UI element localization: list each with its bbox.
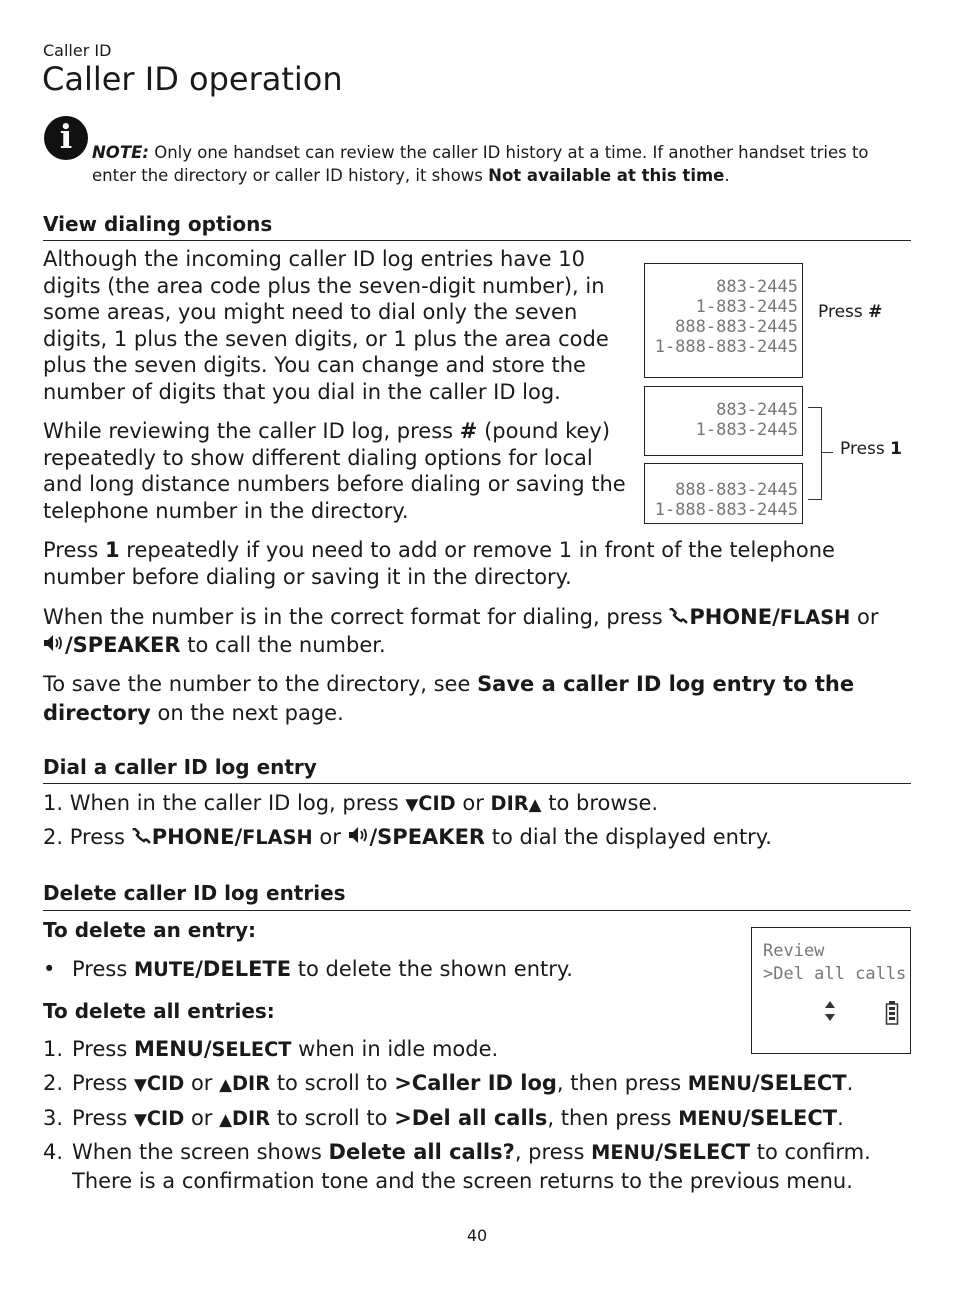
delete-all-steps xyxy=(43,1037,911,1207)
paragraph-one: Press 1 repeatedly if you need to add or remove 1 in front of the telephone number before dialing or saving it in the directory. xyxy=(43,538,835,589)
callout-leader xyxy=(821,452,833,453)
heading-delete: Delete caller ID log entries xyxy=(43,881,346,905)
section-tag: Caller ID xyxy=(43,41,112,60)
divider xyxy=(43,240,911,241)
list-item: 4. When the screen shows Delete all calls?, press MENU/SELECT to confirm. xyxy=(43,1140,871,1164)
subheading-delete-all: To delete all entries: xyxy=(43,999,275,1023)
delete-one-list xyxy=(43,957,733,985)
note-emphasis: Not available at this time xyxy=(488,166,725,185)
note-text: NOTE: Only one handset can review the caller ID history at a time. If another handset tries to enter the directory or caller ID history, it shows Not available at this time. xyxy=(92,143,869,185)
cid-key: ▼CID xyxy=(133,1072,185,1095)
one-key: 1 xyxy=(104,538,120,562)
callout-press-one: Press 1 xyxy=(840,439,902,459)
speaker-icon xyxy=(43,633,65,657)
note-body: Only one handset can review the caller ID history at a time. If another handset tries to enter the directory or caller ID history, it shows xyxy=(92,143,869,185)
down-triangle-icon: ▼ xyxy=(405,794,419,814)
dir-key: ▲DIR xyxy=(219,1107,271,1130)
lcd-screen-review xyxy=(751,927,911,1054)
page-number: 40 xyxy=(466,1226,488,1245)
down-triangle-icon: ▼ xyxy=(133,1074,147,1094)
callout-bracket xyxy=(808,407,822,500)
info-icon xyxy=(44,116,88,160)
note-label: NOTE: xyxy=(92,143,149,162)
phone-icon xyxy=(132,825,152,849)
cid-key: ▼CID xyxy=(405,792,456,815)
down-triangle-icon: ▼ xyxy=(133,1109,147,1129)
up-triangle-icon: ▲ xyxy=(528,794,542,814)
list-item: 1. Press MENU/SELECT when in idle mode. xyxy=(43,1037,499,1061)
list-item: 2. Press PHONE/FLASH or /SPEAKER to dial the displayed entry. xyxy=(43,825,772,849)
phone-key: PHONE/ xyxy=(689,605,780,629)
dial-steps xyxy=(43,791,911,851)
speaker-icon xyxy=(348,825,370,849)
up-triangle-icon: ▲ xyxy=(219,1074,233,1094)
info-icon-glyph: i xyxy=(59,117,73,156)
pound-key: # xyxy=(459,419,478,443)
subheading-delete-one: To delete an entry: xyxy=(43,918,257,942)
speaker-key: /SPEAKER xyxy=(65,632,181,657)
paragraph: Although the incoming caller ID log entries have 10 digits (the area code plus the seven-digit number), in some areas, you might need to dial only the seven digits, 1 plus the seven digits, or 1 plus the area code plus the seven digits. You can change and store the number of digits that you dial in the caller ID log. xyxy=(43,247,609,404)
save-entry-reference: Save a caller ID log entry to the directory xyxy=(43,672,855,725)
list-item: • Press MUTE/DELETE to delete the shown entry. xyxy=(43,957,573,981)
up-triangle-icon: ▲ xyxy=(219,1109,233,1129)
phone-icon xyxy=(669,605,689,629)
dir-key: ▲DIR xyxy=(219,1072,271,1095)
list-item: 1. When in the caller ID log, press ▼CID or DIR▲ to browse. xyxy=(43,791,659,815)
divider xyxy=(43,910,911,911)
paragraph-pound: While reviewing the caller ID log, press # (pound key) repeatedly to show different dialing options for local and long distance numbers before dialing or saving the telephone number in the directory. xyxy=(43,419,626,523)
lcd-line-review: Review xyxy=(763,941,825,961)
battery-icon xyxy=(885,1000,899,1026)
list-item: 3. Press ▼CID or ▲DIR to scroll to >Del all calls, then press MENU/SELECT. xyxy=(43,1106,844,1130)
heading-view-dialing: View dialing options xyxy=(43,212,273,236)
list-item: 2. Press ▼CID or ▲DIR to scroll to >Caller ID log, then press MENU/SELECT. xyxy=(43,1071,854,1095)
lcd-screen-local: 883-2445 1-883-2445 xyxy=(644,386,803,456)
scroll-arrows-icon xyxy=(822,1000,838,1022)
page-title: Caller ID operation xyxy=(42,60,343,98)
lcd-screen-long-distance: 888-883-2445 1-888-883-2445 xyxy=(644,463,803,524)
flash-key: FLASH xyxy=(779,606,851,629)
lcd-screen-all-formats: 883-2445 1-883-2445 888-883-2445 1-888-883-2445 xyxy=(644,263,803,378)
paragraph-save: To save the number to the directory, see Save a caller ID log entry to the directory on the next page. xyxy=(43,672,855,725)
callout-press-hash: Press # xyxy=(818,302,883,322)
lcd-line-del-all: >Del all calls xyxy=(763,964,907,984)
dir-key: DIR▲ xyxy=(490,792,542,815)
divider xyxy=(43,783,911,784)
cid-key: ▼CID xyxy=(133,1107,185,1130)
list-item-continuation: There is a confirmation tone and the screen returns to the previous menu. xyxy=(72,1169,853,1193)
paragraph-format: When the number is in the correct format for dialing, press PHONE/FLASH or /SPEAKER to call the number. xyxy=(43,605,879,657)
heading-dial-entry: Dial a caller ID log entry xyxy=(43,755,317,779)
